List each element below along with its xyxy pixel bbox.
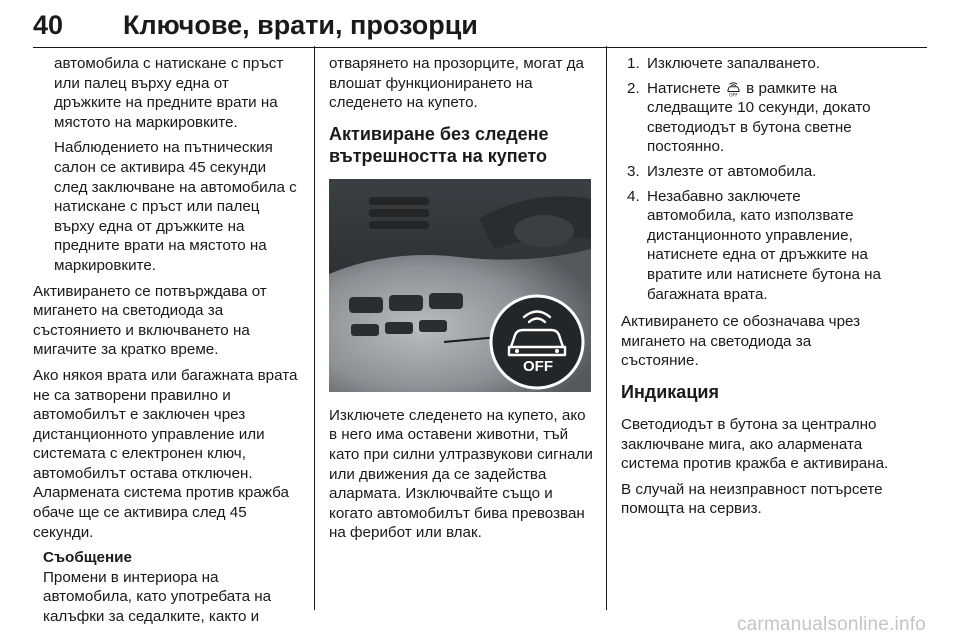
note-heading: Съобщение [43, 549, 132, 567]
step-text: в рамките на следващите 10 секунди, докато светодиодът в бутона светне постоянно. [647, 79, 871, 156]
section-heading: Индикация [621, 381, 719, 402]
column-2 [329, 54, 593, 549]
paragraph: Активирането се обозначава чрез мигането на светодиода за състояние. [621, 313, 861, 370]
off-button-label: OFF [523, 357, 553, 375]
step-text: Излезте от автомобила. [647, 162, 817, 180]
section-heading: Активиране без следене вътрешността на купето [329, 123, 549, 166]
header-rule [33, 47, 927, 48]
column-3 [621, 54, 893, 525]
svg-text:OFF: OFF [728, 93, 738, 97]
steps-list [621, 54, 893, 304]
column-divider-left [314, 46, 315, 610]
step-text: Незабавно заключете автомобила, като използвате дистанционното управление, натиснете една от дръжките на вратите или натиснете бутона на багажната врата. [647, 187, 881, 303]
page-number: 40 [33, 10, 64, 40]
list-item [621, 187, 893, 305]
column-1 [33, 54, 299, 633]
step-text: Натиснете [647, 79, 721, 97]
page-title: Ключове, врати, прозорци [123, 10, 478, 40]
list-item [621, 162, 893, 182]
paragraph: В случай на неизправност потърсете помощта на сервиз. [621, 480, 883, 518]
note-text: Промени в интериора на автомобила, като употребата на калъфки за седалките, както и [43, 568, 272, 626]
step-number: 2. [627, 79, 640, 97]
paragraph: отварянето на прозорците, могат да влошат функционирането на следенето на купето. [329, 55, 584, 112]
car-alarm-off-icon [725, 80, 742, 97]
list-item [621, 79, 893, 157]
page-header [33, 6, 927, 48]
paragraph: Изключете следенето на купето, ако в него има оставени животни, тъй като при силни ултразвукови сигнали или движения да се задейства алармата. Изключвайте също и когато автомобилът бива превозван на ферибот или влак. [329, 406, 593, 542]
paragraph: Светодиодът в бутона за централно заключване мига, ако алармената система против кражба е активирана. [621, 415, 889, 473]
paragraph: автомобила с натискане с пръст или палец върху една от дръжките на предните врати на мястото на маркировките. [54, 55, 284, 131]
step-text: Изключете запалването. [647, 55, 820, 72]
watermark: carmanualsonline.info [736, 614, 926, 635]
paragraph: Наблюдението на пътническия салон се активира 45 секунди след заключване на автомобила с натискане с пръст или палец върху една от дръжките на предните врати на мястото на маркировките. [54, 139, 297, 274]
list-item [621, 54, 893, 74]
paragraph: Ако някоя врата или багажната врата не са затворени правилно и автомобилът е заключен чрез дистанционното управление или системата с електронен ключ, автомобилът остава отключен. Алармената система против кражба обаче ще се активира след 45 секунди. [33, 366, 298, 541]
step-number: 3. [627, 162, 640, 180]
paragraph: Активирането се потвърждава от мигането на светодиода за състоянието и включването на мигачите за кратко време. [33, 282, 267, 359]
step-number: 1. [627, 55, 640, 72]
column-divider-right [606, 46, 607, 610]
step-number: 4. [627, 187, 640, 205]
dashboard-photo [329, 179, 591, 392]
